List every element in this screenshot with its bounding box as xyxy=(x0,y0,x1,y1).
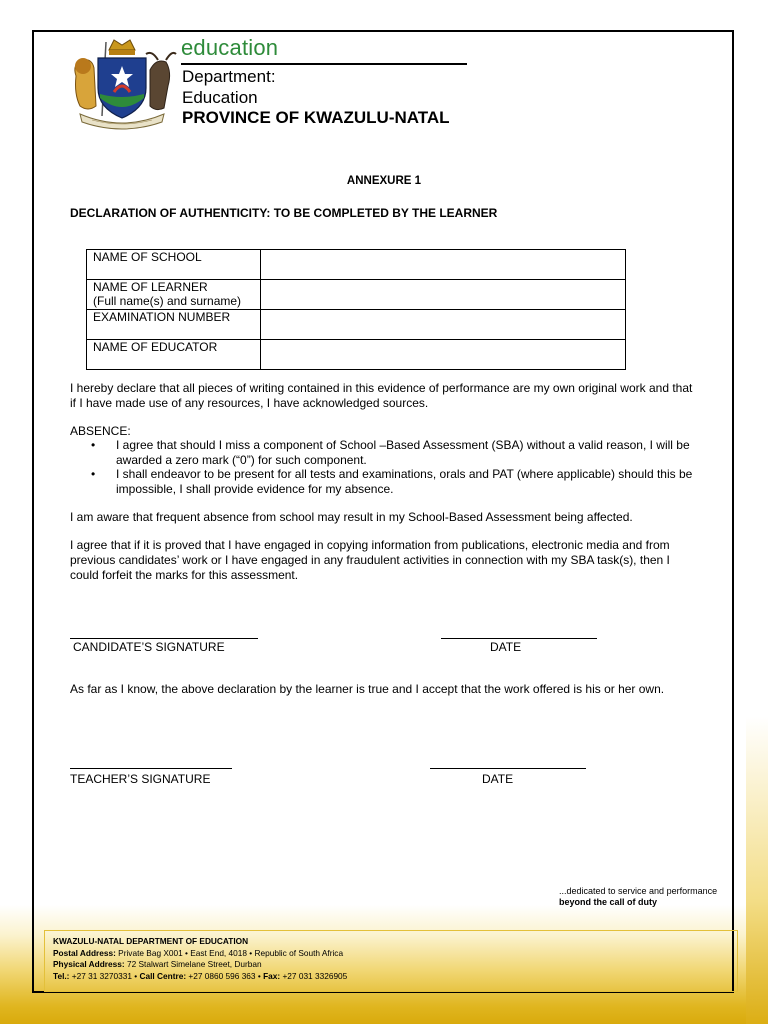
declaration-heading: DECLARATION OF AUTHENTICITY: TO BE COMPLETED BY THE LEARNER xyxy=(70,206,498,220)
fax-value: +27 031 3326905 xyxy=(282,970,348,981)
separator: • xyxy=(134,970,138,981)
bullet-text: I shall endeavor to be present for all tests and examinations, orals and PAT (where applicable) should this be impossible, I shall provide evidence for my absence. xyxy=(116,467,693,496)
candidate-date-label: DATE xyxy=(490,640,522,654)
teacher-date-line[interactable] xyxy=(430,768,586,769)
table-label-cell xyxy=(87,280,261,310)
learner-name-field[interactable] xyxy=(261,280,626,310)
call-centre-label: Call Centre: xyxy=(139,970,187,981)
teacher-signature-label: TEACHER’S SIGNATURE xyxy=(70,772,211,786)
separator: • xyxy=(257,970,261,981)
table-row xyxy=(87,340,626,370)
exam-number-field[interactable] xyxy=(261,310,626,340)
bullet-icon: • xyxy=(91,467,96,481)
call-centre-value: +27 0860 596 363 xyxy=(188,970,256,981)
physical-value: 72 Stalwart Simelane Street, Durban xyxy=(126,959,262,970)
learner-info-table xyxy=(86,249,626,370)
table-label-cell xyxy=(87,340,261,370)
tel-value: +27 31 3270331 xyxy=(71,970,132,981)
educator-name-field[interactable] xyxy=(261,340,626,370)
postal-value: Private Bag X001 • East End, 4018 • Republic of South Africa xyxy=(118,947,344,958)
candidate-signature-label: CANDIDATE’S SIGNATURE xyxy=(73,640,225,654)
brand-department-label: Department: xyxy=(182,67,276,86)
school-name-field[interactable] xyxy=(261,250,626,280)
row-label: NAME OF EDUCATOR xyxy=(93,340,218,354)
teacher-attestation-paragraph: As far as I know, the above declaration by the learner is true and I accept that the work offered is his or her own. xyxy=(70,682,665,696)
absence-heading: ABSENCE: xyxy=(70,424,131,438)
fraud-paragraph: I agree that if it is proved that I have engaged in copying information from publications, electronic media and from previous candidates’ work or I have engaged in any fraudulent activities in connection with my SBA task(s), then I could forfeit the marks for this assessment. xyxy=(70,538,670,582)
annexure-title: ANNEXURE 1 xyxy=(346,175,422,187)
postal-label: Postal Address: xyxy=(53,947,116,958)
teacher-date-label: DATE xyxy=(482,772,514,786)
list-item xyxy=(70,467,700,496)
table-label-cell xyxy=(87,250,261,280)
row-sublabel: (Full name(s) and surname) xyxy=(93,294,242,308)
row-label: NAME OF LEARNER xyxy=(93,280,208,294)
footer-org-name: KWAZULU-NATAL DEPARTMENT OF EDUCATION xyxy=(53,936,249,946)
physical-label: Physical Address: xyxy=(53,959,125,970)
declaration-paragraph: I hereby declare that all pieces of writing contained in this evidence of performance are my own original work and that if I have made use of any resources, I have acknowledged sources. xyxy=(70,381,693,410)
brand-divider xyxy=(181,63,467,65)
footer-physical-row xyxy=(53,959,729,971)
motto-line-2: beyond the call of duty xyxy=(559,897,658,907)
motto-line-1: ...dedicated to service and performance xyxy=(559,886,718,896)
absence-awareness-paragraph: I am aware that frequent absence from school may result in my School-Based Assessment being affected. xyxy=(70,510,633,524)
absence-bullet-list xyxy=(70,438,700,496)
footer-contact-box xyxy=(44,930,738,992)
candidate-date-line[interactable] xyxy=(441,638,597,639)
row-label: NAME OF SCHOOL xyxy=(93,250,202,264)
row-label: EXAMINATION NUMBER xyxy=(93,310,231,324)
table-row xyxy=(87,310,626,340)
table-row xyxy=(87,280,626,310)
brand-province: PROVINCE OF KWAZULU-NATAL xyxy=(182,108,450,127)
list-item xyxy=(70,438,700,467)
table-label-cell xyxy=(87,310,261,340)
footer-phone-row xyxy=(53,971,729,983)
bullet-icon: • xyxy=(91,438,96,452)
bullet-text: I agree that should I miss a component of School –Based Assessment (SBA) without a valid reason, I will be awarded a zero mark (“0”) for such component. xyxy=(116,438,690,467)
brand-education-label: Education xyxy=(182,88,258,107)
footer-postal-row xyxy=(53,948,729,960)
teacher-signature-line[interactable] xyxy=(70,768,232,769)
brand-education-word: education xyxy=(181,35,279,60)
table-row xyxy=(87,250,626,280)
tel-label: Tel.: xyxy=(53,970,70,981)
candidate-signature-line[interactable] xyxy=(70,638,258,639)
coat-of-arms-icon xyxy=(66,36,178,132)
fax-label: Fax: xyxy=(263,970,281,981)
